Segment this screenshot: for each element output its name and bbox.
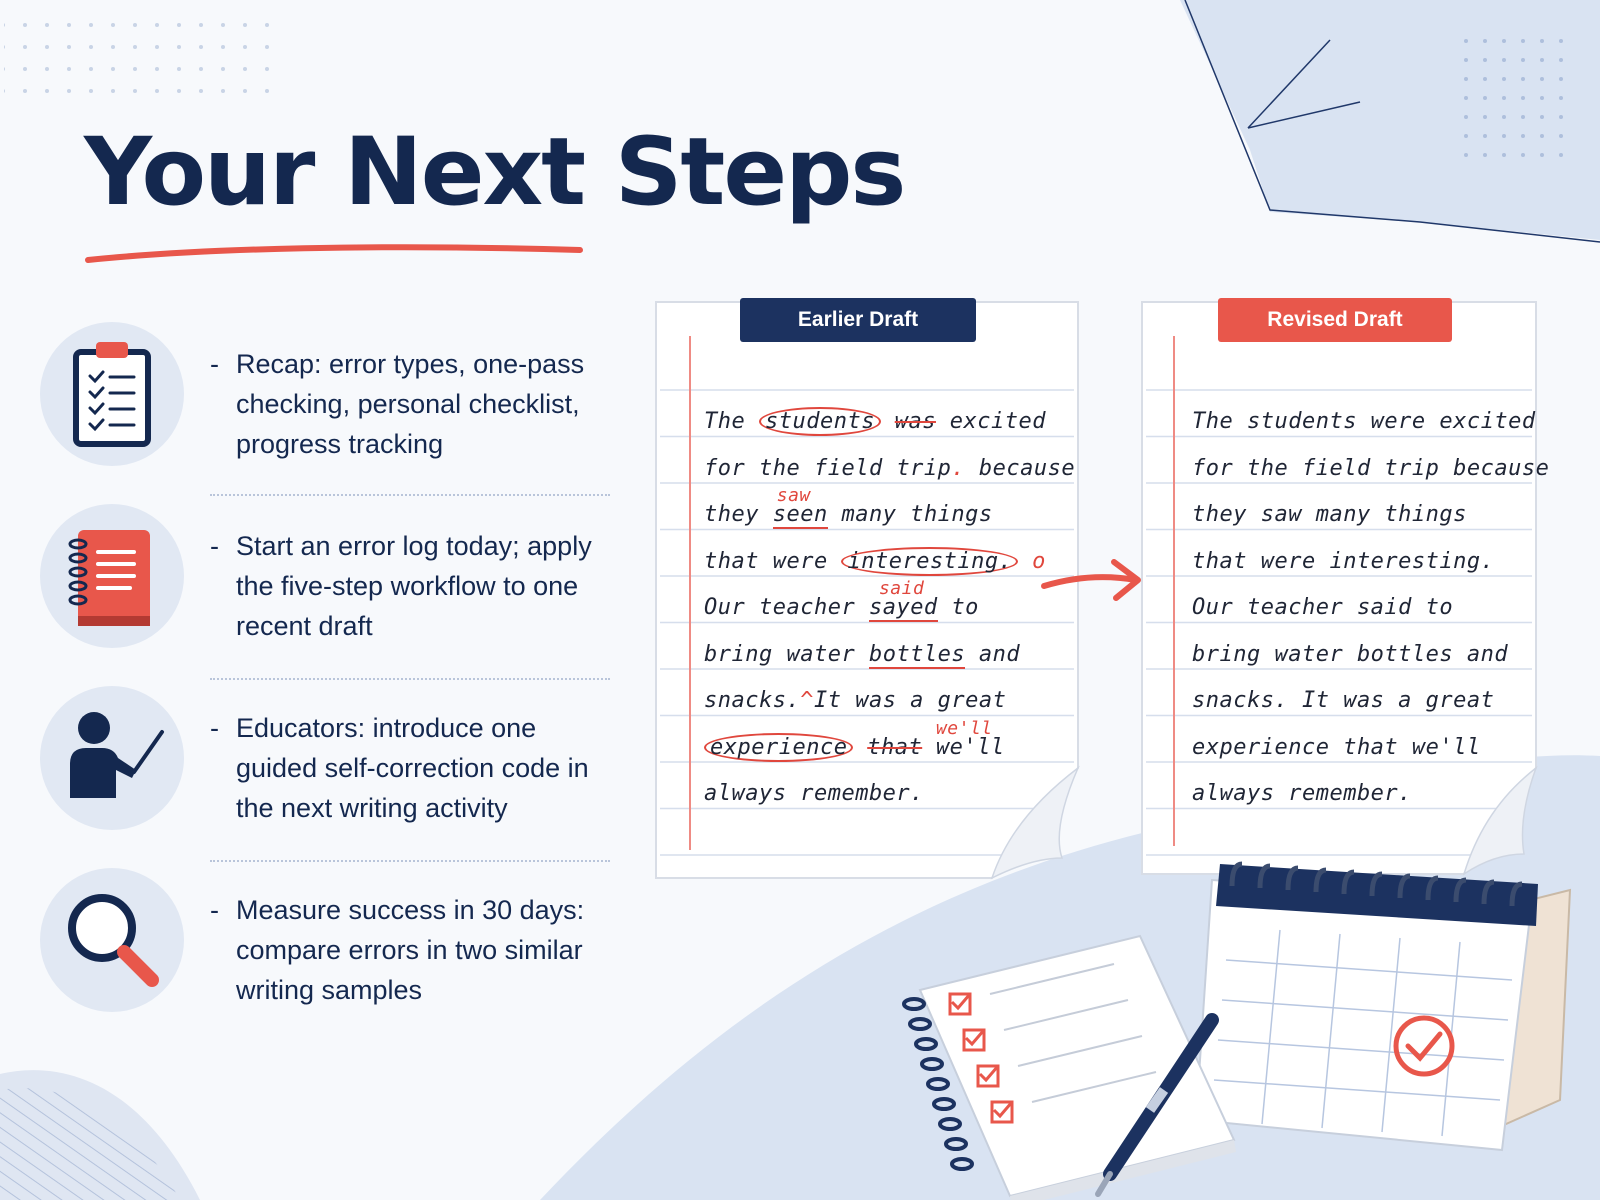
draft-line: Our teacher sayed said to <box>704 578 979 620</box>
title-underline <box>84 236 584 266</box>
draft-line: they seen saw many things <box>704 485 993 527</box>
draft-line: bring water bottles and <box>704 641 1021 667</box>
revised-draft-text <box>1192 406 1550 825</box>
draft-line: for the field trip. because <box>704 455 1076 481</box>
step-text: - Start an error log today; apply the five-step workflow to one recent draft <box>210 531 592 641</box>
draft-line: The students were excited <box>1192 409 1536 434</box>
step-text: - Recap: error types, one-pass checking, personal checklist, progress tracking <box>210 349 585 459</box>
draft-line: The students was excited <box>704 409 1046 434</box>
arrow-right-icon <box>1040 556 1150 606</box>
page-title: Your Next Steps <box>84 118 905 227</box>
revised-draft-label: Revised Draft <box>1218 298 1452 342</box>
draft-line: experience that we'll <box>1192 734 1481 760</box>
divider <box>210 678 610 680</box>
clipboard-checklist-icon <box>40 322 184 466</box>
draft-line: Our teacher said to <box>1192 595 1454 620</box>
earlier-draft-label: Earlier Draft <box>740 298 976 342</box>
divider <box>210 860 610 862</box>
revised-draft-paper <box>1138 298 1568 882</box>
divider <box>210 494 610 496</box>
step-text: - Measure success in 30 days: compare errors in two similar writing samples <box>210 895 585 1005</box>
draft-line: they saw many things <box>1192 502 1467 527</box>
draft-line: for the field trip because <box>1192 455 1550 481</box>
draft-line: that were interesting. <box>1192 548 1495 574</box>
magnifying-glass-icon <box>40 868 184 1012</box>
earlier-draft-text <box>704 406 1076 825</box>
draft-line: that were interesting. o <box>704 548 1046 574</box>
draft-line: snacks. It was a great <box>1192 688 1495 713</box>
draft-line: bring water bottles and <box>1192 641 1509 667</box>
draft-line: always remember. <box>704 781 924 806</box>
draft-line: snacks.^It was a great <box>704 688 1007 713</box>
earlier-draft-paper <box>652 298 1082 882</box>
draft-line: always remember. <box>1192 781 1412 806</box>
step-text: - Educators: introduce one guided self-correction code in the next writing activity <box>210 713 589 823</box>
teacher-pointer-icon <box>40 686 184 830</box>
draft-line: experience that we'll we'll <box>704 732 1024 779</box>
notebook-icon <box>40 504 184 648</box>
